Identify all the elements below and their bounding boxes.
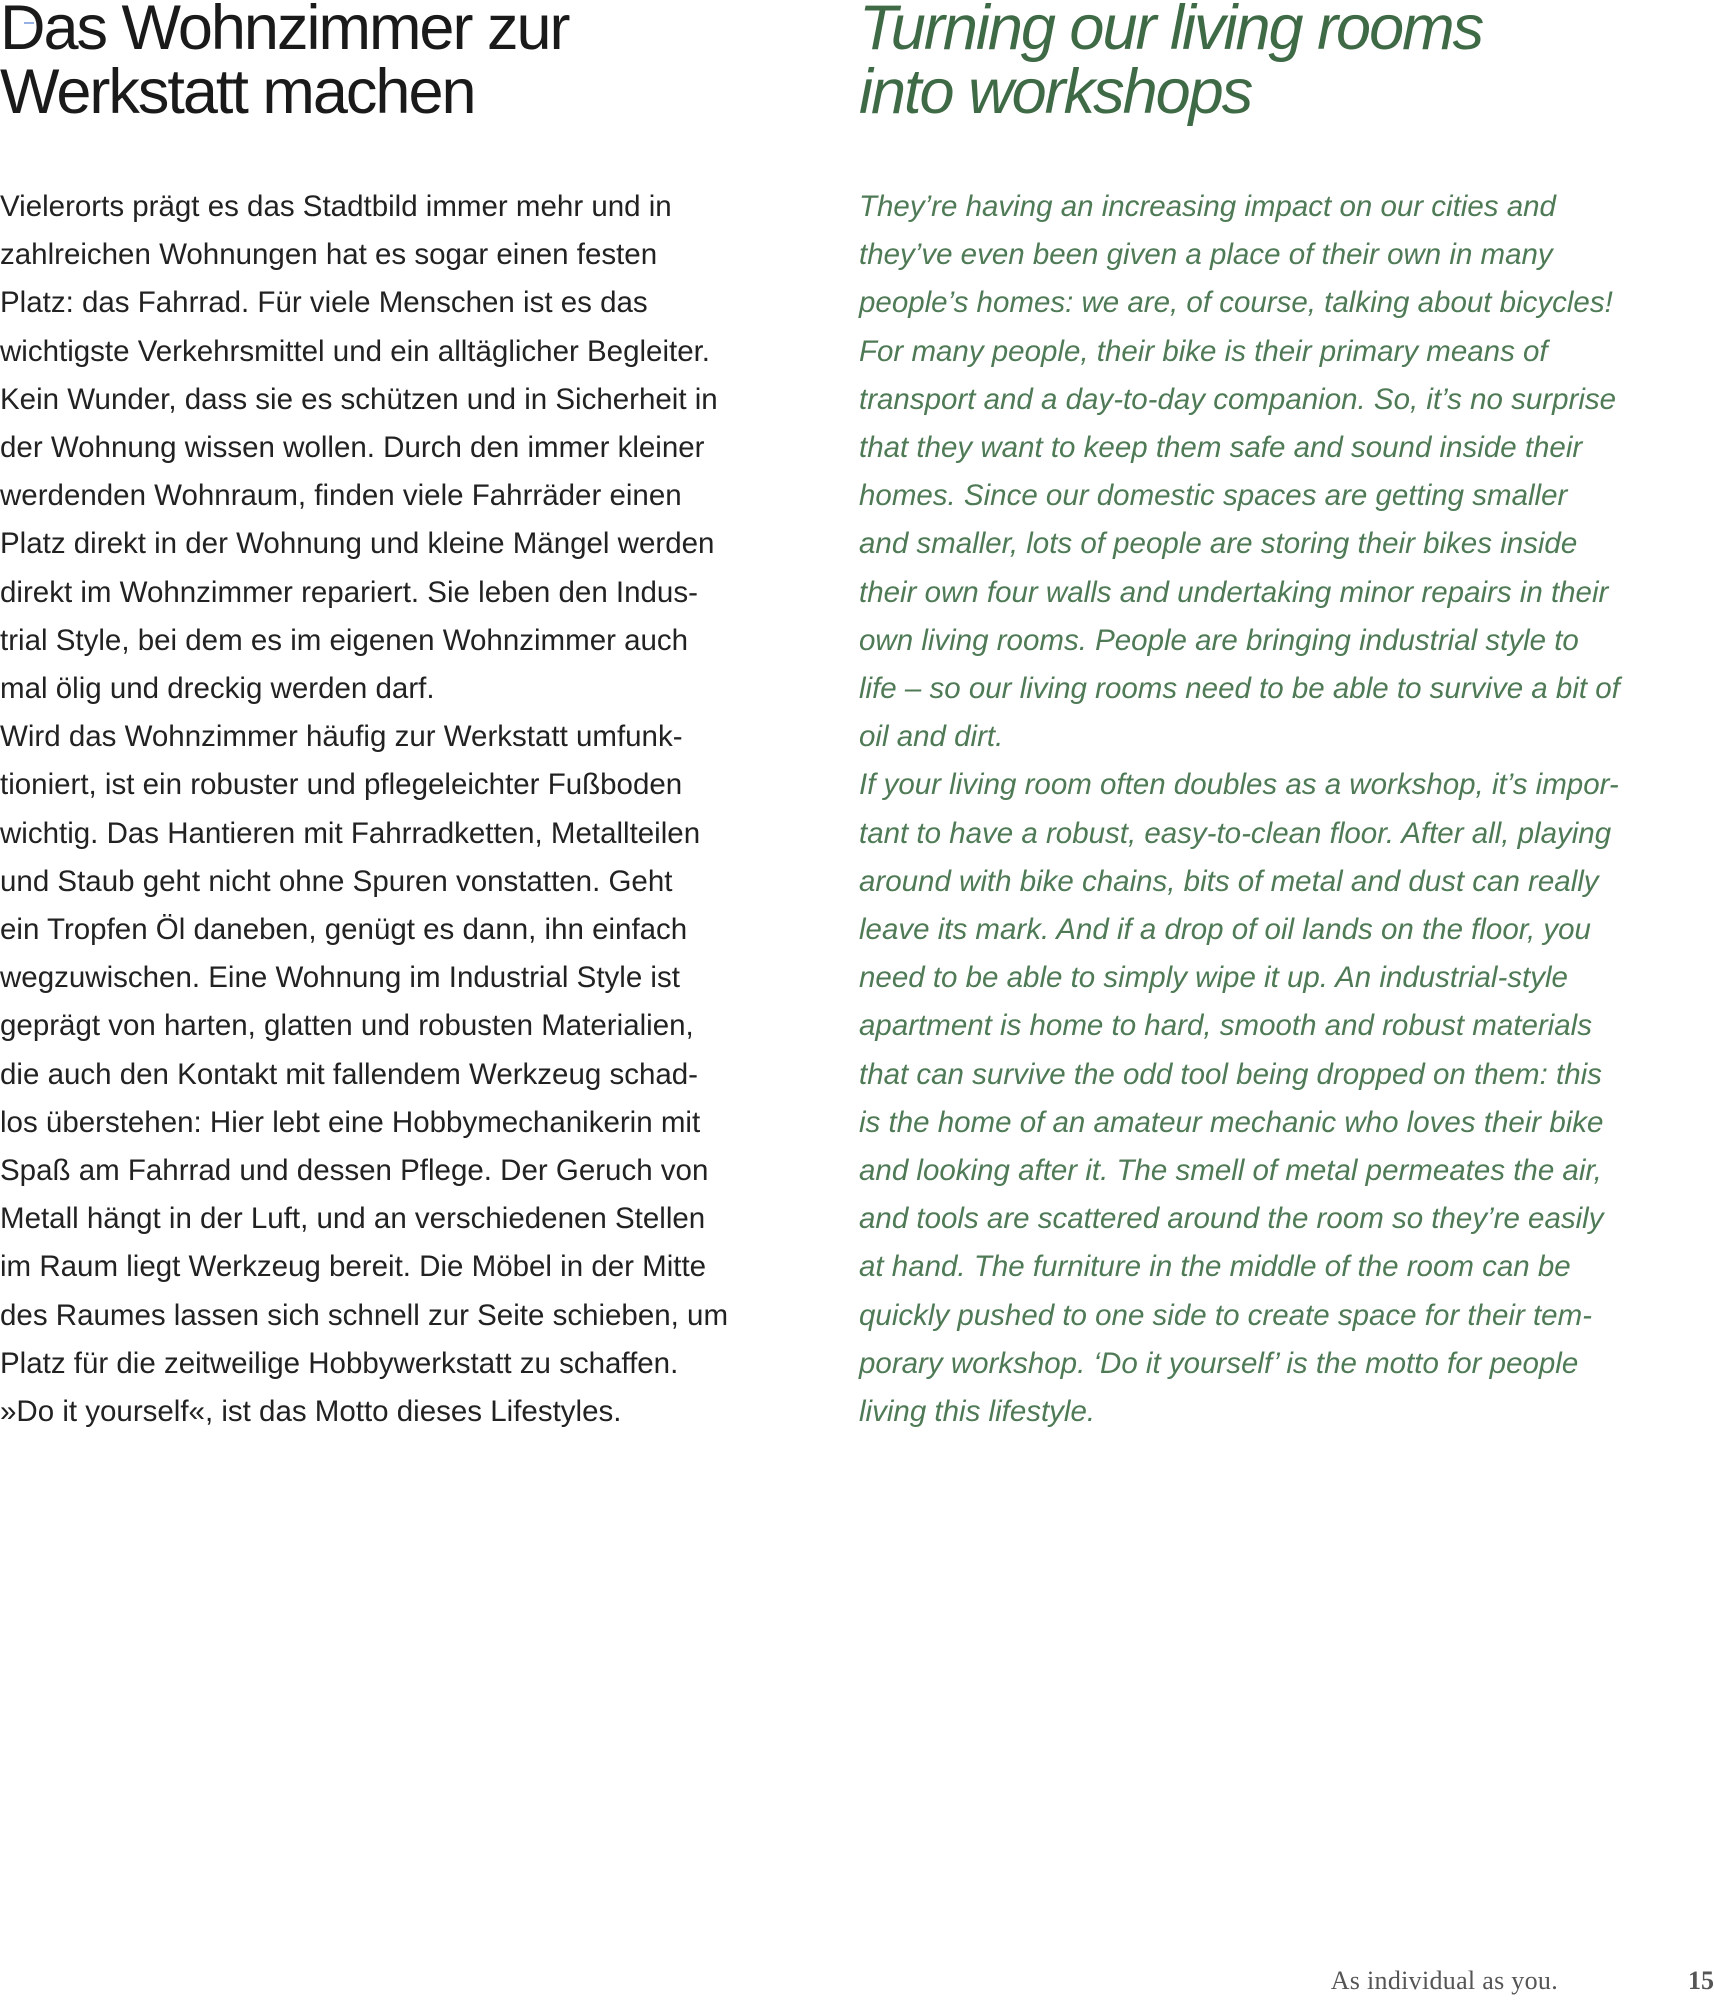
english-column bbox=[859, 0, 1689, 1429]
german-body-line: werdenden Wohnraum, finden viele Fahrräder einen bbox=[0, 479, 682, 513]
german-body-line: zahlreichen Wohnungen hat es sogar einen festen bbox=[0, 238, 658, 272]
english-title bbox=[859, 0, 1689, 127]
german-body-line: ein Tropfen Öl daneben, genügt es dann, ihn einfach bbox=[0, 913, 688, 947]
english-title-line: Turning our living rooms bbox=[859, 0, 1483, 63]
german-body-line: Spaß am Fahrrad und dessen Pflege. Der Geruch von bbox=[0, 1154, 709, 1188]
english-body-line: porary workshop. ‘Do it yourself’ is the motto for people bbox=[859, 1346, 1579, 1380]
english-body-line: and looking after it. The smell of metal permeates the air, bbox=[859, 1154, 1602, 1188]
english-body-line: that can survive the odd tool being dropped on them: this bbox=[859, 1057, 1602, 1091]
german-body-line: geprägt von harten, glatten und robusten Materialien, bbox=[0, 1009, 694, 1043]
german-title-line: Das Wohnzimmer zur bbox=[0, 0, 569, 63]
english-body-line: their own four walls and undertaking minor repairs in their bbox=[859, 575, 1609, 609]
english-body-line: and smaller, lots of people are storing their bikes inside bbox=[859, 527, 1578, 561]
footer-tagline: As individual as you. bbox=[1330, 1966, 1558, 1995]
english-body-line: quickly pushed to one side to create space for their tem- bbox=[859, 1298, 1592, 1332]
english-body-line: at hand. The furniture in the middle of the room can be bbox=[859, 1250, 1571, 1284]
english-body-text bbox=[859, 183, 1620, 1436]
german-body-line: mal ölig und dreckig werden darf. bbox=[0, 672, 435, 706]
english-body-line: they’ve even been given a place of their own in many bbox=[859, 238, 1553, 272]
english-body-line: is the home of an amateur mechanic who loves their bike bbox=[859, 1105, 1604, 1139]
german-title bbox=[0, 0, 790, 127]
english-body-line: around with bike chains, bits of metal and dust can really bbox=[859, 864, 1599, 898]
english-body-line: and tools are scattered around the room so they’re easily bbox=[859, 1202, 1604, 1236]
german-body-line: wegzuwischen. Eine Wohnung im Industrial Style ist bbox=[0, 961, 680, 995]
german-body-line: direkt im Wohnzimmer repariert. Sie leben den Indus- bbox=[0, 575, 698, 609]
german-body-line: los überstehen: Hier lebt eine Hobbymechanikerin mit bbox=[0, 1105, 701, 1139]
german-body-line: im Raum liegt Werkzeug bereit. Die Möbel in der Mitte bbox=[0, 1250, 707, 1284]
german-body-line: Platz: das Fahrrad. Für viele Menschen ist es das bbox=[0, 286, 648, 320]
german-body-line: und Staub geht nicht ohne Spuren vonstatten. Geht bbox=[0, 864, 673, 898]
german-body-text bbox=[0, 183, 728, 1436]
english-body-line: need to be able to simply wipe it up. An industrial-style bbox=[859, 961, 1568, 995]
german-body-line: »Do it yourself«, ist das Motto dieses Lifestyles. bbox=[0, 1395, 622, 1429]
english-body-line: oil and dirt. bbox=[859, 720, 1004, 754]
english-body-line: leave its mark. And if a drop of oil lands on the floor, you bbox=[859, 913, 1591, 947]
german-column bbox=[0, 0, 790, 1429]
german-body-line: wichtig. Das Hantieren mit Fahrradketten, Metallteilen bbox=[0, 816, 701, 850]
english-body-line: that they want to keep them safe and sound inside their bbox=[859, 431, 1583, 465]
english-body-line: For many people, their bike is their primary means of bbox=[859, 334, 1548, 368]
german-body-line: Vielerorts prägt es das Stadtbild immer mehr und in bbox=[0, 190, 672, 223]
german-body-line: der Wohnung wissen wollen. Durch den immer kleiner bbox=[0, 431, 705, 465]
english-body-line: apartment is home to hard, smooth and robust materials bbox=[859, 1009, 1592, 1043]
english-body-line: transport and a day-to-day companion. So, it’s no surprise bbox=[859, 382, 1617, 416]
page-number: 15 bbox=[1688, 1966, 1714, 1995]
german-body-line: wichtigste Verkehrsmittel und ein alltäglicher Begleiter. bbox=[0, 334, 711, 368]
english-body-line: They’re having an increasing impact on our cities and bbox=[859, 190, 1556, 223]
german-body-line: Kein Wunder, dass sie es schützen und in Sicherheit in bbox=[0, 382, 718, 416]
german-body-line: Platz direkt in der Wohnung und kleine Mängel werden bbox=[0, 527, 715, 561]
english-body-line: If your living room often doubles as a workshop, it’s impor- bbox=[859, 768, 1619, 802]
german-body-line: die auch den Kontakt mit fallendem Werkzeug schad- bbox=[0, 1057, 699, 1091]
german-body-line: trial Style, bei dem es im eigenen Wohnzimmer auch bbox=[0, 623, 689, 657]
german-body-line: des Raumes lassen sich schnell zur Seite schieben, um bbox=[0, 1298, 729, 1332]
german-body-line: tioniert, ist ein robuster und pflegeleichter Fußboden bbox=[0, 768, 683, 802]
german-title-line: Werkstatt machen bbox=[0, 57, 475, 127]
english-title-line: into workshops bbox=[859, 57, 1252, 127]
english-body-line: own living rooms. People are bringing industrial style to bbox=[859, 623, 1579, 657]
german-body-line: Platz für die zeitweilige Hobbywerkstatt zu schaffen. bbox=[0, 1346, 679, 1380]
english-body-line: living this lifestyle. bbox=[859, 1395, 1096, 1429]
english-body-line: tant to have a robust, easy-to-clean floor. After all, playing bbox=[859, 816, 1612, 850]
german-body-line: Metall hängt in der Luft, und an verschiedenen Stellen bbox=[0, 1202, 706, 1236]
german-body-line: Wird das Wohnzimmer häufig zur Werkstatt umfunk- bbox=[0, 720, 683, 754]
english-body-line: homes. Since our domestic spaces are getting smaller bbox=[859, 479, 1568, 513]
english-body-line: life – so our living rooms need to be able to survive a bit of bbox=[859, 672, 1620, 706]
english-body-line: people’s homes: we are, of course, talking about bicycles! bbox=[859, 286, 1613, 320]
